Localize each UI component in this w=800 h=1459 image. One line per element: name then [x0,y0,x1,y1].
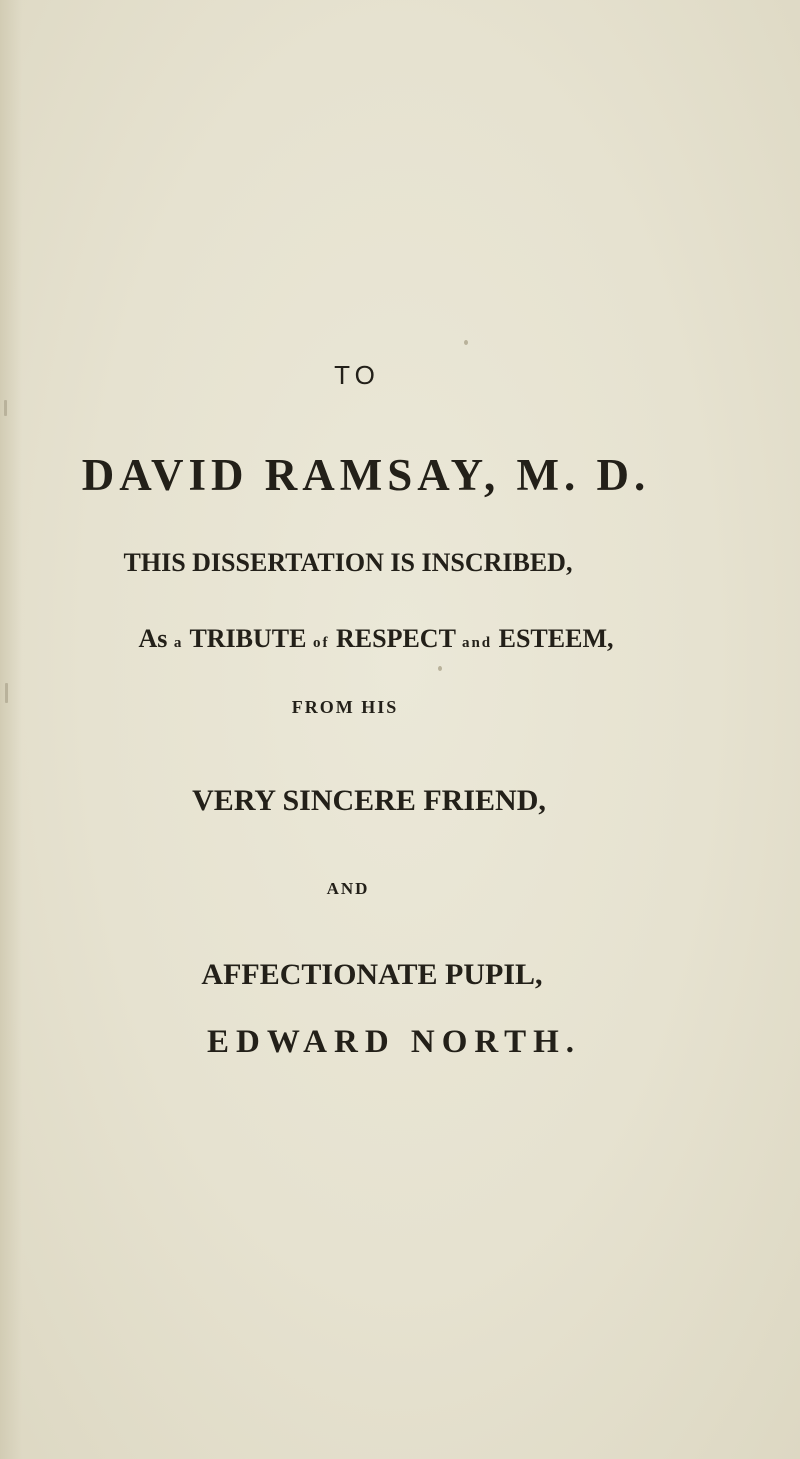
ink-speck [4,400,7,416]
tribute-a: a [173,635,184,651]
and-line: AND [326,879,370,898]
tribute-of: of [312,635,330,651]
tribute-and: and [461,635,493,651]
ink-speck [438,666,442,671]
dedicatee-name: DAVID RAMSAY, M. D. [81,450,651,500]
ink-speck [5,683,8,703]
tribute-as: As [138,624,168,653]
inscription-line: THIS DISSERTATION IS INSCRIBED, [123,548,573,577]
ink-speck [464,340,468,345]
tribute-respect: RESPECT [335,624,456,653]
author-signature: EDWARD NORTH. [206,1024,582,1060]
tribute-esteem: ESTEEM, [498,624,614,653]
friend-line: VERY SINCERE FRIEND, [192,784,546,817]
tribute-line [102,626,650,652]
tribute-word: TRIBUTE [189,624,307,653]
pupil-line: AFFECTIONATE PUPIL, [201,958,543,991]
dedication-to: TO [334,360,380,390]
from-line: FROM HIS [291,697,399,717]
